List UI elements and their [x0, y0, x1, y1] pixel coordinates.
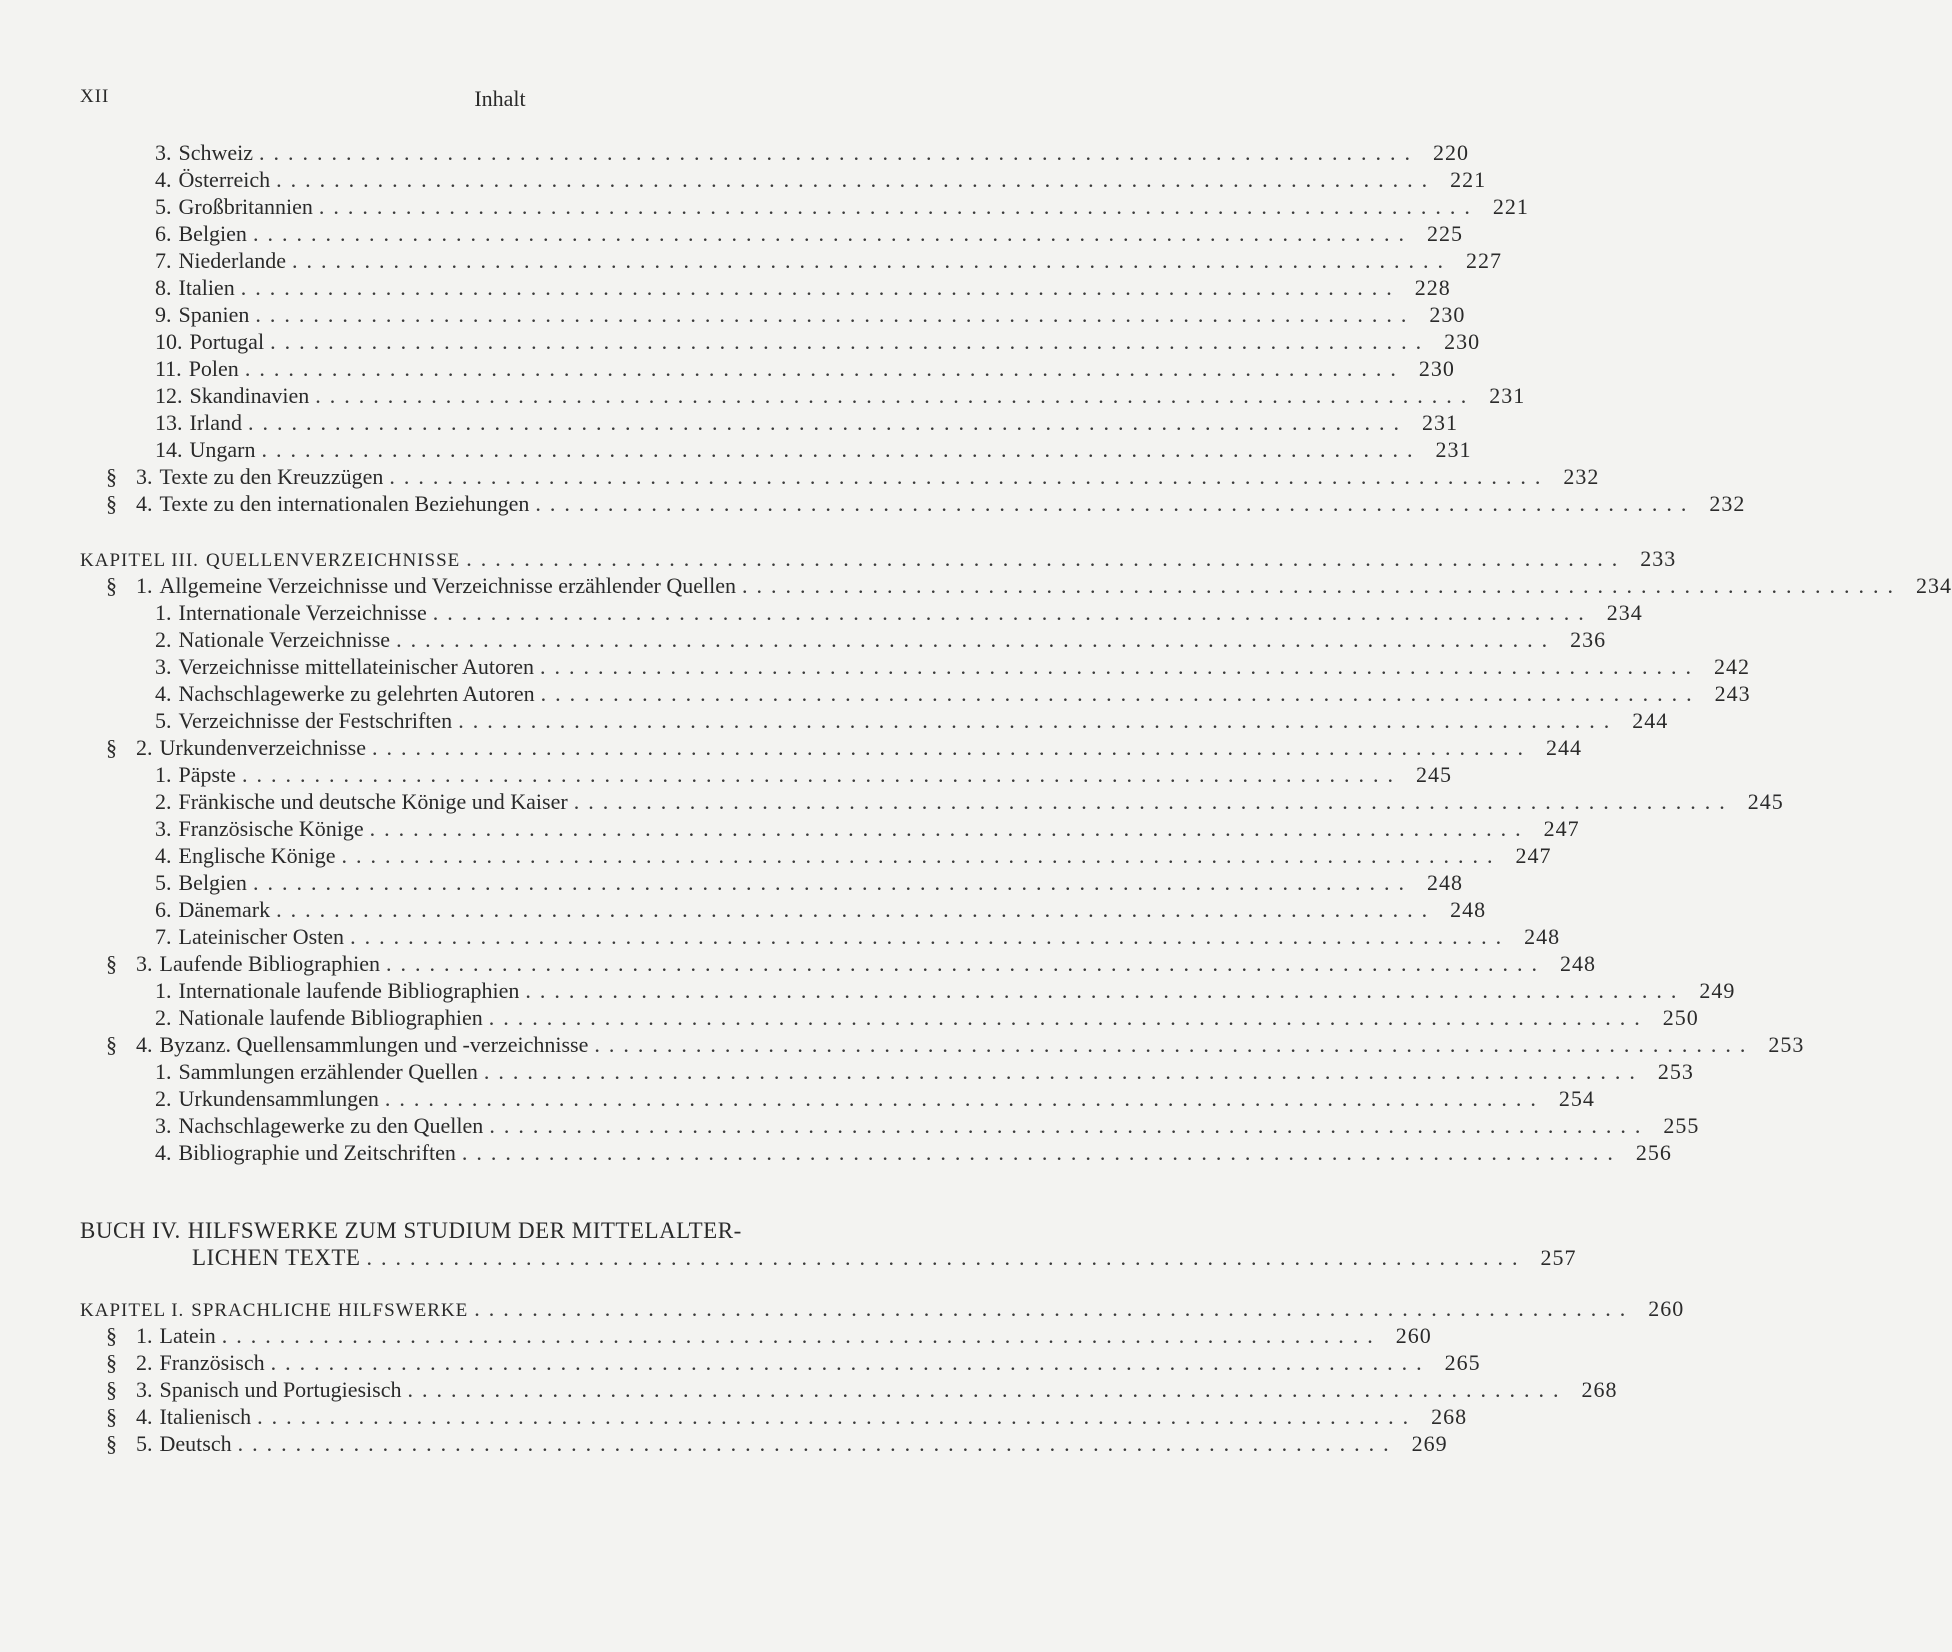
entry-title: Schweiz — [178, 140, 254, 165]
toc-entry — [155, 437, 1472, 467]
entry-title: Internationale Verzeichnisse — [178, 600, 427, 625]
entry-page-number: 221 — [1492, 194, 1529, 219]
toc-entry — [106, 1404, 1468, 1434]
toc-entry — [155, 1059, 1694, 1089]
toc-entry — [106, 1323, 1432, 1353]
entry-title: Nachschlagewerke zu gelehrten Autoren — [178, 681, 535, 706]
entry-number: 1. — [155, 1059, 172, 1084]
entry-page-number: 234 — [1606, 600, 1643, 625]
entry-number: 2. — [136, 1350, 153, 1375]
dot-leader: ................................................................................ — [252, 221, 1413, 246]
toc-entry — [155, 600, 1643, 630]
entry-page-number: 253 — [1657, 1059, 1694, 1084]
dot-leader: ................................................................................ — [240, 275, 1401, 300]
dot-leader: ................................................................................ — [244, 356, 1405, 381]
entry-number: 9. — [155, 302, 172, 327]
entry-title: Ungarn — [189, 437, 256, 462]
entry-number: BUCH IV. — [80, 1218, 181, 1243]
entry-page-number: 244 — [1632, 708, 1669, 733]
entry-title: Latein — [159, 1323, 216, 1348]
entry-page-number: 248 — [1560, 951, 1597, 976]
entry-page-number: 230 — [1429, 302, 1466, 327]
toc-entry — [155, 356, 1455, 386]
entry-number: 4. — [136, 491, 153, 516]
toc-entry — [155, 410, 1459, 440]
toc-entry — [155, 383, 1526, 413]
entry-number: KAPITEL III. — [80, 550, 199, 571]
entry-number: 4. — [136, 1404, 153, 1429]
entry-number: 4. — [136, 1032, 153, 1057]
entry-number: 1. — [136, 1323, 153, 1348]
entry-number: 3. — [136, 951, 153, 976]
entry-number: 12. — [155, 383, 183, 408]
toc-entry — [155, 1005, 1699, 1035]
entry-title: Internationale laufende Bibliographien — [178, 978, 520, 1003]
entry-title: Laufende Bibliographien — [159, 951, 381, 976]
entry-title: Portugal — [189, 329, 265, 354]
entry-number: 1. — [155, 600, 172, 625]
entry-page-number: 231 — [1435, 437, 1472, 462]
entry-page-number: 230 — [1418, 356, 1455, 381]
dot-leader: ................................................................................ — [257, 1404, 1418, 1429]
entry-number: 14. — [155, 437, 183, 462]
entry-number: 4. — [155, 167, 172, 192]
entry-title: Italien — [178, 275, 235, 300]
dot-leader: ................................................................................ — [371, 735, 1532, 760]
dot-leader: ................................................................................ — [259, 140, 1420, 165]
entry-number: 3. — [155, 654, 172, 679]
toc-entry — [106, 735, 1582, 765]
entry-page-number: 260 — [1395, 1323, 1432, 1348]
entry-page-number: 268 — [1431, 1404, 1468, 1429]
entry-number: 5. — [155, 870, 172, 895]
entry-page-number: 260 — [1648, 1296, 1685, 1321]
dot-leader: ................................................................................ — [318, 194, 1479, 219]
toc-entry — [106, 1350, 1481, 1380]
dot-leader: ................................................................................ — [396, 627, 1557, 652]
entry-number: 6. — [155, 897, 172, 922]
entry-title: Allgemeine Verzeichnisse und Verzeichnisse erzählender Quellen — [159, 573, 736, 598]
toc-entry — [155, 248, 1502, 278]
dot-leader: ................................................................................ — [270, 1350, 1431, 1375]
entry-title: Byzanz. Quellensammlungen und -verzeichnisse — [159, 1032, 589, 1057]
entry-page-number: 244 — [1545, 735, 1582, 760]
running-header: Inhalt — [474, 86, 526, 111]
entry-page-number: 255 — [1663, 1113, 1700, 1138]
entry-page-number: 245 — [1747, 789, 1784, 814]
entry-title: SPRACHLICHE HILFSWERKE — [191, 1300, 469, 1321]
dot-leader: ................................................................................ — [458, 708, 1619, 733]
entry-number: 5. — [155, 194, 172, 219]
dot-leader: ................................................................................ — [369, 816, 1530, 841]
entry-page-number: 243 — [1714, 681, 1751, 706]
section-sign: § — [106, 1377, 117, 1402]
entry-page-number: 220 — [1433, 140, 1470, 165]
dot-leader: ................................................................................ — [386, 951, 1547, 976]
toc-entry — [106, 491, 1746, 521]
entry-page-number: 250 — [1662, 1005, 1699, 1030]
toc-entry — [155, 708, 1669, 738]
toc-entry — [155, 221, 1463, 251]
toc-entry — [155, 140, 1470, 170]
section-sign: § — [106, 951, 117, 976]
toc-entry — [106, 1431, 1448, 1461]
entry-number: 4. — [155, 1140, 172, 1165]
toc-entry — [155, 1113, 1700, 1143]
dot-leader: ................................................................................ — [540, 654, 1701, 679]
entry-number: 3. — [155, 140, 172, 165]
entry-number: 4. — [155, 843, 172, 868]
entry-number: 1. — [155, 978, 172, 1003]
dot-leader: ................................................................................ — [366, 1245, 1527, 1270]
entry-title: Dänemark — [178, 897, 271, 922]
section-sign: § — [106, 573, 117, 598]
toc-entry — [192, 1245, 1577, 1275]
entry-number: 3. — [155, 816, 172, 841]
entry-title: Texte zu den Kreuzzügen — [159, 464, 384, 489]
toc-entry — [155, 978, 1736, 1008]
entry-number: 1. — [136, 573, 153, 598]
dot-leader: ................................................................................ — [489, 1113, 1650, 1138]
entry-number: 4. — [155, 681, 172, 706]
entry-number: 13. — [155, 410, 183, 435]
entry-number: 5. — [136, 1431, 153, 1456]
entry-title: Sammlungen erzählender Quellen — [178, 1059, 478, 1084]
entry-number: 2. — [155, 1086, 172, 1111]
entry-title: Spanien — [178, 302, 250, 327]
entry-page-number: 248 — [1450, 897, 1487, 922]
dot-leader: ................................................................................ — [315, 383, 1476, 408]
section-sign: § — [106, 1350, 117, 1375]
entry-page-number: 268 — [1581, 1377, 1618, 1402]
entry-page-number: 231 — [1422, 410, 1459, 435]
dot-leader: ................................................................................ — [350, 924, 1511, 949]
entry-number: 3. — [136, 464, 153, 489]
entry-title: HILFSWERKE ZUM STUDIUM DER MITTELALTER- — [187, 1218, 742, 1243]
entry-title: Bibliographie und Zeitschriften — [178, 1140, 456, 1165]
toc-entry — [155, 870, 1463, 900]
entry-title: Französische Könige — [178, 816, 364, 841]
dot-leader: ................................................................................ — [573, 789, 1734, 814]
entry-page-number: 248 — [1524, 924, 1561, 949]
entry-title: LICHEN TEXTE — [192, 1245, 361, 1270]
entry-page-number: 234 — [1915, 573, 1952, 598]
entry-title: Texte zu den internationalen Beziehungen — [159, 491, 530, 516]
entry-title: Niederlande — [178, 248, 286, 273]
entry-title: Urkundenverzeichnisse — [159, 735, 366, 760]
toc-entry — [155, 816, 1580, 846]
entry-title: QUELLENVERZEICHNISSE — [205, 550, 461, 571]
entry-title: Belgien — [178, 221, 247, 246]
toc-entry — [155, 843, 1552, 873]
dot-leader: ................................................................................ — [237, 1431, 1398, 1456]
section-sign: § — [106, 735, 117, 760]
dot-leader: ................................................................................ — [407, 1377, 1568, 1402]
dot-leader: ................................................................................ — [483, 1059, 1644, 1084]
section-sign: § — [106, 1404, 117, 1429]
entry-page-number: 247 — [1515, 843, 1552, 868]
entry-page-number: 249 — [1699, 978, 1736, 1003]
dot-leader: ................................................................................ — [248, 410, 1409, 435]
toc-entry — [155, 681, 1751, 711]
entry-title: Lateinischer Osten — [178, 924, 345, 949]
entry-page-number: 248 — [1426, 870, 1463, 895]
entry-page-number: 265 — [1444, 1350, 1481, 1375]
entry-number: 7. — [155, 248, 172, 273]
entry-page-number: 254 — [1558, 1086, 1595, 1111]
entry-page-number: 236 — [1570, 627, 1607, 652]
entry-title: Irland — [189, 410, 243, 435]
toc-entry — [80, 1296, 1685, 1326]
entry-page-number: 242 — [1714, 654, 1751, 679]
entry-page-number: 245 — [1415, 762, 1452, 787]
toc-entry — [155, 1086, 1595, 1116]
entry-title: Nationale laufende Bibliographien — [178, 1005, 483, 1030]
entry-page-number: 230 — [1444, 329, 1481, 354]
entry-title: Italienisch — [159, 1404, 252, 1429]
entry-page-number: 253 — [1768, 1032, 1805, 1057]
entry-title: Belgien — [178, 870, 247, 895]
entry-page-number: 221 — [1450, 167, 1487, 192]
dot-leader: ................................................................................ — [341, 843, 1502, 868]
entry-number: 3. — [155, 1113, 172, 1138]
entry-page-number: 228 — [1414, 275, 1451, 300]
entry-title: Französisch — [159, 1350, 265, 1375]
entry-page-number: 227 — [1466, 248, 1502, 273]
entry-number: 10. — [155, 329, 183, 354]
toc-entry — [106, 464, 1600, 494]
entry-number: 2. — [155, 1005, 172, 1030]
entry-number: 11. — [155, 356, 182, 381]
dot-leader: ................................................................................ — [241, 762, 1402, 787]
dot-leader: ................................................................................ — [535, 491, 1696, 516]
entry-title: Urkundensammlungen — [178, 1086, 379, 1111]
toc-entry — [155, 1140, 1672, 1170]
entry-number: 2. — [155, 627, 172, 652]
entry-number: 5. — [155, 708, 172, 733]
entry-title: Verzeichnisse mittellateinischer Autoren — [178, 654, 535, 679]
toc-entry — [80, 546, 1677, 576]
page-number-roman: XII — [80, 86, 110, 107]
entry-title: Österreich — [178, 167, 271, 192]
entry-number: 2. — [155, 789, 172, 814]
entry-title: Polen — [188, 356, 239, 381]
section-sign: § — [106, 1032, 117, 1057]
entry-number: KAPITEL I. — [80, 1300, 185, 1321]
toc-entry — [155, 654, 1751, 684]
dot-leader: ................................................................................ — [292, 248, 1452, 273]
entry-number: 3. — [136, 1377, 153, 1402]
entry-title: Nationale Verzeichnisse — [178, 627, 391, 652]
entry-page-number: 232 — [1709, 491, 1746, 516]
dot-leader: ................................................................................ — [461, 1140, 1622, 1165]
toc-entry — [155, 167, 1487, 197]
dot-leader: ................................................................................ — [276, 167, 1437, 192]
entry-number: 2. — [136, 735, 153, 760]
toc-entry — [155, 194, 1529, 224]
toc-entry — [155, 302, 1466, 332]
entry-page-number: 257 — [1540, 1245, 1577, 1270]
section-sign: § — [106, 1431, 117, 1456]
dot-leader: ................................................................................ — [270, 329, 1431, 354]
entry-page-number: 256 — [1635, 1140, 1672, 1165]
entry-title: Spanisch und Portugiesisch — [159, 1377, 402, 1402]
toc-entry — [80, 1218, 915, 1248]
toc-entry — [155, 897, 1487, 927]
section-sign: § — [106, 1323, 117, 1348]
toc-entry — [155, 627, 1607, 657]
dot-leader: ................................................................................ — [384, 1086, 1545, 1111]
toc-entry — [155, 789, 1784, 819]
dot-leader: ................................................................................ — [255, 302, 1416, 327]
dot-leader: ................................................................................ — [594, 1032, 1755, 1057]
toc-entry — [106, 951, 1597, 981]
toc-entry — [155, 275, 1451, 305]
toc-entry — [155, 329, 1481, 359]
entry-title: Verzeichnisse der Festschriften — [178, 708, 453, 733]
toc-entry — [106, 1377, 1618, 1407]
entry-number: 1. — [155, 762, 172, 787]
dot-leader: ................................................................................ — [389, 464, 1550, 489]
dot-leader: ................................................................................ — [221, 1323, 1382, 1348]
dot-leader: ................................................................................ — [466, 546, 1627, 571]
dot-leader: ................................................................................ — [741, 573, 1902, 598]
dot-leader: ................................................................................ — [488, 1005, 1649, 1030]
entry-title: Deutsch — [159, 1431, 232, 1456]
dot-leader: ................................................................................ — [432, 600, 1593, 625]
entry-title: Päpste — [178, 762, 236, 787]
dot-leader: ................................................................................ — [261, 437, 1422, 462]
toc-entry — [155, 924, 1561, 954]
entry-page-number: 247 — [1543, 816, 1580, 841]
entry-number: 6. — [155, 221, 172, 246]
entry-title: Skandinavien — [189, 383, 310, 408]
section-sign: § — [106, 491, 117, 516]
entry-number: 8. — [155, 275, 172, 300]
dot-leader: ................................................................................ — [525, 978, 1686, 1003]
dot-leader: ................................................................................ — [252, 870, 1413, 895]
toc-entry — [155, 762, 1452, 792]
entry-page-number: 233 — [1640, 546, 1677, 571]
dot-leader: ................................................................................ — [540, 681, 1701, 706]
entry-page-number: 231 — [1489, 383, 1526, 408]
section-sign: § — [106, 464, 117, 489]
entry-title: Nachschlagewerke zu den Quellen — [178, 1113, 484, 1138]
entry-page-number: 225 — [1426, 221, 1463, 246]
dot-leader: ................................................................................ — [474, 1296, 1635, 1321]
toc-entry — [106, 1032, 1805, 1062]
entry-page-number: 269 — [1411, 1431, 1448, 1456]
entry-title: Fränkische und deutsche Könige und Kaiser — [178, 789, 568, 814]
dot-leader: ................................................................................ — [276, 897, 1437, 922]
entry-title: Englische Könige — [178, 843, 336, 868]
entry-number: 7. — [155, 924, 172, 949]
entry-title: Großbritannien — [178, 194, 313, 219]
entry-page-number: 232 — [1563, 464, 1600, 489]
toc-entry — [106, 573, 1952, 603]
